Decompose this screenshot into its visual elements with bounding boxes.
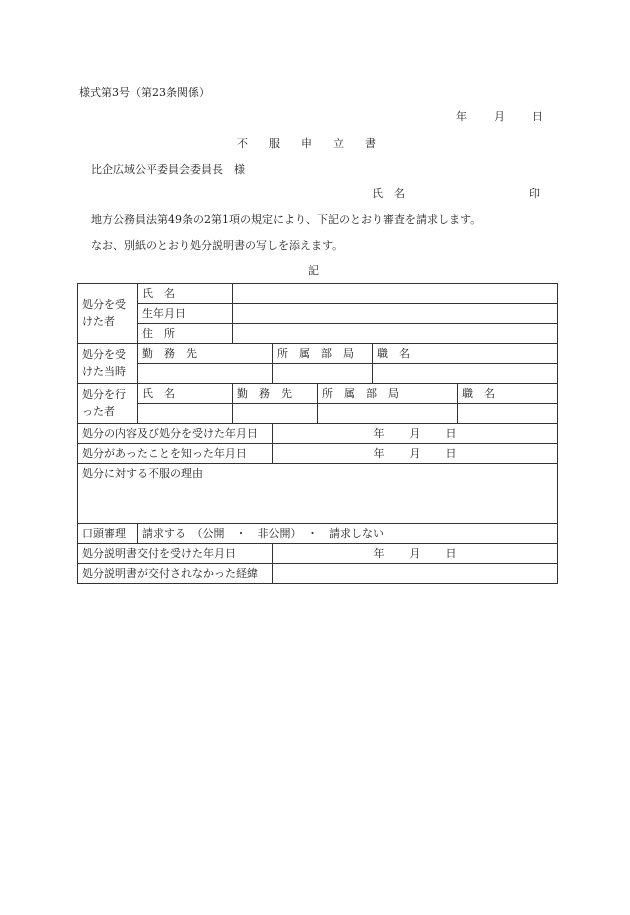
table-row: [78, 384, 558, 404]
knew-date-label: 処分があったことを知った年月日: [78, 444, 273, 464]
name-label: 氏 名: [372, 187, 405, 200]
recipient-name-field[interactable]: [233, 284, 558, 304]
applicant-name-line: [372, 188, 540, 199]
disposition-date-label: 処分の内容及び処分を受けた年月日: [78, 424, 273, 444]
actor-department-label-cell: 所 属 部 局: [318, 384, 458, 404]
oral-hearing-options[interactable]: 請求する （公開 ・ 非公開） ・ 請求しない: [138, 524, 558, 544]
birthdate-field[interactable]: [233, 304, 558, 324]
statement-not-received-label: 処分説明書が交付されなかった経緯: [78, 564, 273, 584]
workplace-field[interactable]: [138, 364, 273, 384]
seal-mark: 印: [529, 187, 540, 200]
title-char: 申: [301, 137, 312, 150]
month-label: 月: [494, 110, 505, 123]
form-number: 様式第3号（第23条関係）: [79, 86, 210, 99]
table-row: [78, 444, 558, 464]
table-row: [78, 404, 558, 424]
position-label-cell: 職 名: [373, 344, 558, 364]
day-label: 日: [532, 110, 543, 123]
address-label-cell: 住 所: [138, 324, 233, 344]
knew-date-field[interactable]: 年 月 日: [273, 444, 558, 464]
table-row: [78, 284, 558, 304]
addressee: 比企広域公平委員会委員長 様: [91, 163, 245, 176]
actor-group-label: 処分を行った者: [78, 384, 138, 424]
reason-field[interactable]: [78, 464, 558, 524]
table-row: [78, 324, 558, 344]
department-field[interactable]: [273, 364, 373, 384]
body-paragraph-2: なお、別紙のとおり処分説明書の写しを添えます。: [91, 239, 344, 252]
date-line: [456, 111, 543, 122]
table-row: [78, 344, 558, 364]
table-row: [78, 544, 558, 564]
table-row: [78, 424, 558, 444]
statement-not-received-field[interactable]: [273, 564, 558, 584]
org-group-label: 処分を受けた当時: [78, 344, 138, 384]
statement-received-label: 処分説明書交付を受けた年月日: [78, 544, 273, 564]
birthdate-label-cell: 生年月日: [138, 304, 233, 324]
department-label-cell: 所 属 部 局: [273, 344, 373, 364]
ki-heading: 記: [308, 264, 319, 277]
title-char: 不: [237, 137, 248, 150]
table-row: [78, 564, 558, 584]
oral-hearing-label: 口頭審理: [78, 524, 138, 544]
title-char: 服: [269, 137, 280, 150]
actor-position-label-cell: 職 名: [458, 384, 558, 404]
address-field[interactable]: [233, 324, 558, 344]
disposition-date-field[interactable]: 年 月 日: [273, 424, 558, 444]
body-paragraph-1: 地方公務員法第49条の2第1項の規定により、下記のとおり審査を請求します。: [91, 213, 482, 226]
position-field[interactable]: [373, 364, 558, 384]
title-char: 書: [365, 137, 376, 150]
page-title: [237, 138, 397, 149]
statement-received-date-field[interactable]: 年 月 日: [273, 544, 558, 564]
table-row: [78, 464, 558, 524]
workplace-label-cell: 勤 務 先: [138, 344, 273, 364]
table-row: [78, 304, 558, 324]
title-char: 立: [333, 137, 344, 150]
table-row: [78, 364, 558, 384]
actor-name-field[interactable]: [138, 404, 233, 424]
recipient-group-label: 処分を受けた者: [78, 284, 138, 344]
actor-workplace-label-cell: 勤 務 先: [233, 384, 318, 404]
actor-department-field[interactable]: [318, 404, 458, 424]
reason-label: 処分に対する不服の理由: [82, 467, 203, 480]
actor-name-label-cell: 氏 名: [138, 384, 233, 404]
name-label-cell: 氏 名: [138, 284, 233, 304]
actor-workplace-field[interactable]: [233, 404, 318, 424]
actor-position-field[interactable]: [458, 404, 558, 424]
application-form-table: [77, 283, 558, 584]
table-row: [78, 524, 558, 544]
year-label: 年: [456, 110, 467, 123]
